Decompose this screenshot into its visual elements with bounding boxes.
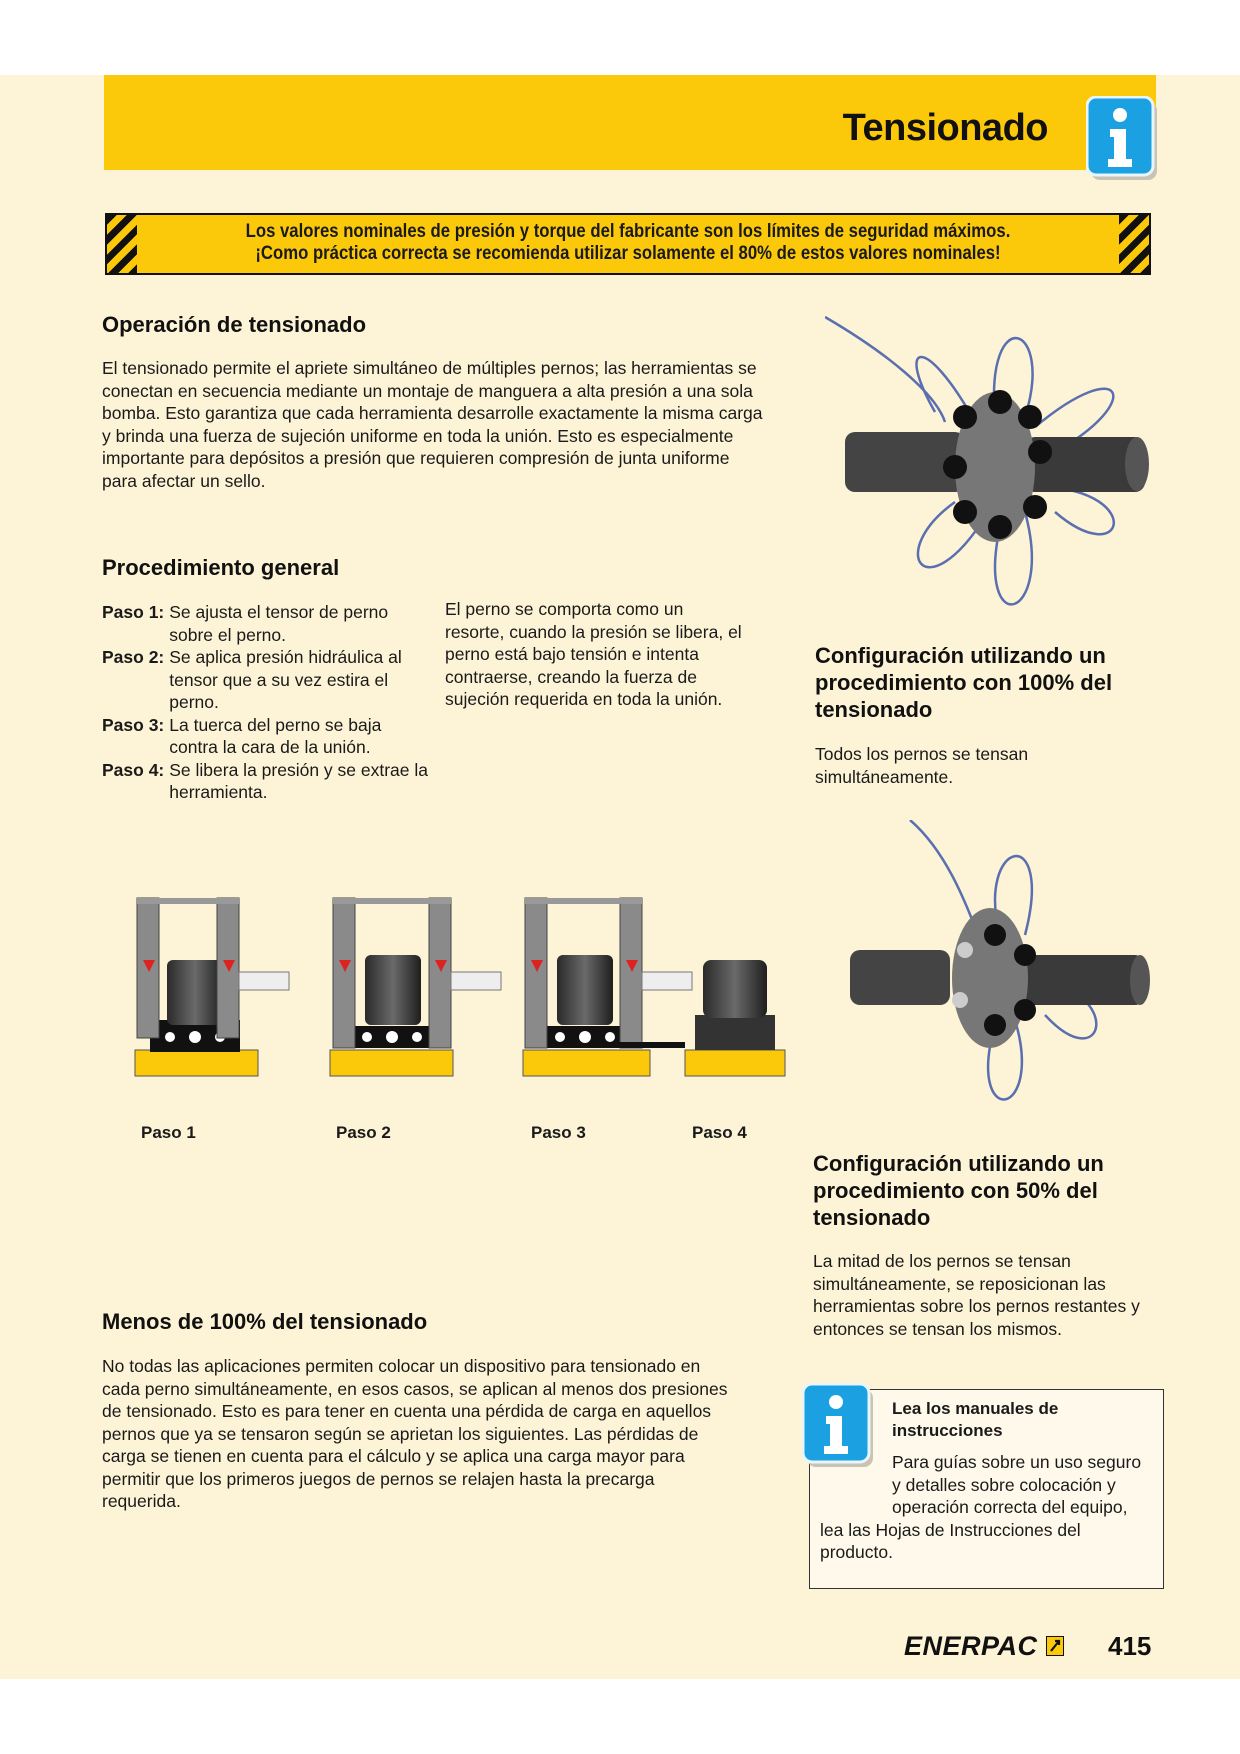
tensioning-50-photo (845, 820, 1150, 1130)
operation-heading: Operación de tensionado (102, 312, 367, 337)
step-label: Paso 4: (102, 759, 165, 780)
info-icon (1086, 96, 1160, 182)
step-label: Paso 1: (102, 602, 165, 622)
page-number: 415 (1108, 1631, 1152, 1661)
warning-line-1: Los valores nominales de presión y torque del fabricante son los límites de seguridad máximos. (245, 221, 1011, 242)
operation-body: El tensionado permite el apriete simultáneo de múltiples pernos; las herramientas se conectan en secuencia mediante un montaje de manguera a alta presión a una sola bomba. Esto garantiza que cada herramienta desarrolle exactamente la misma carga y brinda una fuerza de sujeción uniforme en toda la unión. Esto es especialmente importante para depósitos a presión que requieren compresión de junta uniforme para afectar un sello. (102, 358, 763, 491)
procedure-heading: Procedimiento general (102, 555, 340, 580)
less100-heading: Menos de 100% del tensionado (102, 1309, 428, 1334)
step-caption: Paso 4 (692, 1123, 747, 1142)
procedure-step (102, 714, 432, 759)
step-caption: Paso 1 (141, 1123, 196, 1142)
config100-heading: Configuración utilizando un procedimiento con 100% del tensionado (815, 643, 1113, 722)
step-4-illustration (685, 960, 785, 1076)
step-3-illustration (523, 898, 692, 1076)
safety-warning-banner (105, 213, 1151, 275)
enerpac-logo-icon (1046, 1636, 1064, 1656)
step-label: Paso 2: (102, 647, 165, 667)
note-title: Lea los manuales de instrucciones (892, 1399, 1059, 1440)
step-1-illustration (135, 898, 289, 1076)
procedure-step (102, 646, 432, 714)
step-caption: Paso 2 (336, 1123, 391, 1142)
procedure-step (102, 601, 432, 646)
hazard-stripe-left (107, 215, 137, 273)
step-text: La tuerca del perno se baja contra la cara de la unión. (169, 714, 382, 757)
procedure-step (102, 759, 432, 804)
enerpac-logo (904, 1631, 1064, 1662)
step-text: Se ajusta el tensor de perno sobre el perno. (169, 602, 389, 645)
step-text: Se libera la presión y se extrae la herramienta. (169, 759, 428, 802)
config100-body: Todos los pernos se tensan simultáneamente. (815, 744, 1029, 787)
procedure-steps (102, 601, 432, 804)
step-label: Paso 3: (102, 714, 165, 735)
note-body-text: Para guías sobre un uso seguro y detalles sobre colocación y operación correcta del equipo, lea las Hojas de Instrucciones del producto. (820, 1452, 1142, 1562)
brand-name: ENERPAC (904, 1631, 1038, 1661)
warning-text (201, 221, 1055, 265)
spring-note: El perno se comporta como un resorte, cuando la presión se libera, el perno está bajo tensión e intenta contraerse, creando la fuerza de sujeción requerida en toda la unión. (445, 599, 742, 709)
tensioning-steps-illustration (125, 880, 795, 1080)
info-icon (802, 1383, 876, 1469)
step-caption: Paso 3 (531, 1123, 586, 1142)
hazard-stripe-right (1119, 215, 1149, 273)
page-title: Tensionado (842, 107, 1048, 149)
tensioning-100-photo (825, 312, 1150, 637)
warning-line-2: ¡Como práctica correcta se recomienda utilizar solamente el 80% de estos valores nominales! (255, 243, 1001, 264)
less100-body: No todas las aplicaciones permiten colocar un dispositivo para tensionado en cada perno simultáneamente, en esos casos, se aplican al menos dos presiones de tensionado. Esto es para tener en cuenta una pérdida de carga en aquellos pernos que ya se tensaron según se aprietan los siguientes. Las pérdidas de carga se tienen en cuenta para el cálculo y se aplica una carga mayor para permitir que los primeros juegos de pernos se relajen hasta la precarga requerida. (102, 1356, 728, 1511)
config50-body: La mitad de los pernos se tensan simultáneamente, se reposicionan las herramientas sobre los pernos restantes y entonces se tensan los mismos. (813, 1251, 1140, 1339)
config50-heading: Configuración utilizando un procedimiento con 50% del tensionado (813, 1151, 1104, 1230)
step-text: Se aplica presión hidráulica al tensor que a su vez estira el perno. (169, 647, 402, 712)
step-2-illustration (330, 898, 501, 1076)
